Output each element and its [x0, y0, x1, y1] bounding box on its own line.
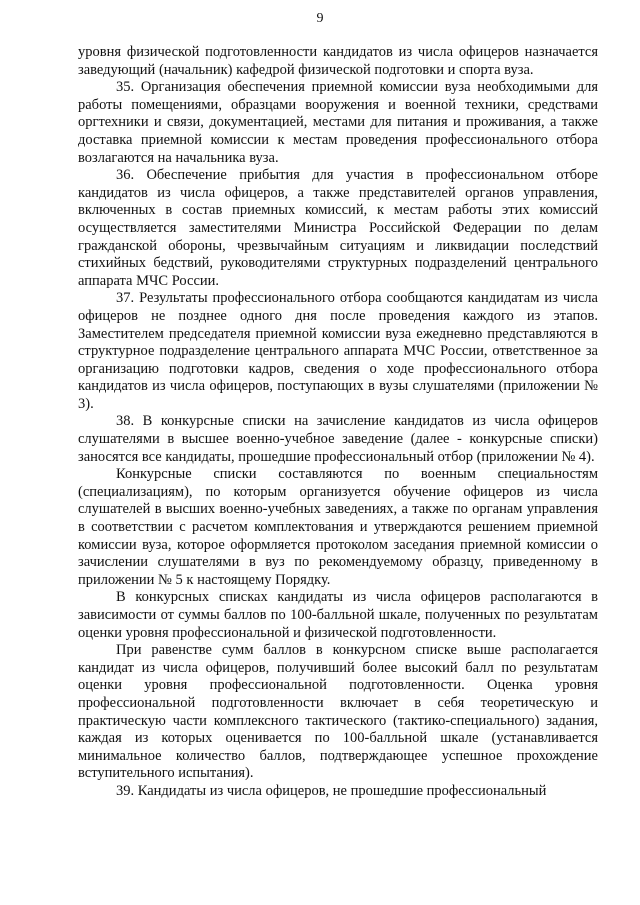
paragraph-36: 36. Обеспечение прибытия для участия в профессиональном отборе кандидатов из числа офицеров, а также представителей органов управления, включенных в состав приемных комиссий, к местам работы этих комиссий осуществляется заместителями Министра Российской Федерации по делам гражданской обороны, чрезвычайным ситуациям и ликвидации последствий стихийных бедствий, руководителями структурных подразделений центрального аппарата МЧС России.: [78, 167, 598, 289]
paragraph-39: 39. Кандидаты из числа офицеров, не прошедшие профессиональный: [116, 782, 547, 799]
paragraph-competitive-lists: Конкурсные списки составляются по военным специальностям (специализациям), по которым организуется обучение офицеров из числа слушателей в высших военно-учебных заведениях, а также по органам управления в соответствии с расчетом комплектования и утверждаются решением приемной комиссии вуза, которое оформляется протоколом заседания приемной комиссии о зачислении слушателями в вуз по рекомендуемому образцу, приведенному в приложении № 5 к настоящему Порядку.: [78, 466, 598, 588]
paragraph-38: 38. В конкурсные списки на зачисление кандидатов из числа офицеров слушателями в высшее военно-учебное заведение (далее - конкурсные списки) заносятся все кандидаты, прошедшие профессиональный отбор (приложении № 4).: [78, 413, 598, 465]
paragraph-ranking: В конкурсных списках кандидаты из числа офицеров располагаются в зависимости от суммы баллов по 100-балльной шкале, полученных по результатам оценки уровня профессиональной и физической подготовленности.: [78, 589, 598, 641]
paragraph-tie-break: При равенстве сумм баллов в конкурсном списке выше располагается кандидат из числа офицеров, получивший более высокий балл по результатам оценки уровня профессиональной подготовленности. Оценка уровня профессиональной подготовленности включает в себя теоретическую и практическую части комплексного тактического (тактико-специального) задания, каждая из которых оценивается по 100-балльной шкале (устанавливается минимальное количество баллов, подтверждающее успешное прохождение вступительного испытания).: [78, 642, 598, 782]
page-body: [78, 44, 598, 801]
paragraph-fitness-examiner: уровня физической подготовленности кандидатов из числа офицеров назначается заведующий (начальник) кафедрой физической подготовки и спорта вуза.: [78, 44, 598, 78]
page-number: 9: [316, 11, 324, 26]
paragraph-37: 37. Результаты профессионального отбора сообщаются кандидатам из числа офицеров не позднее одного дня после проведения каждого из этапов. Заместителем председателя приемной комиссии вуза ежедневно представляются в структурное подразделение центрального аппарата МЧС России, ответственное за организацию подготовки кадров, сведения о ходе профессионального отбора кандидатов из числа офицеров, поступающих в вузы слушателями (приложении № 3).: [78, 290, 598, 412]
paragraph-35: 35. Организация обеспечения приемной комиссии вуза необходимыми для работы помещениями, образцами вооружения и военной техники, средствами оргтехники и связи, документацией, местами для питания и проживания, а также доставка приемной комиссии к местам проведения профессионального отбора возлагаются на начальника вуза.: [78, 79, 598, 166]
